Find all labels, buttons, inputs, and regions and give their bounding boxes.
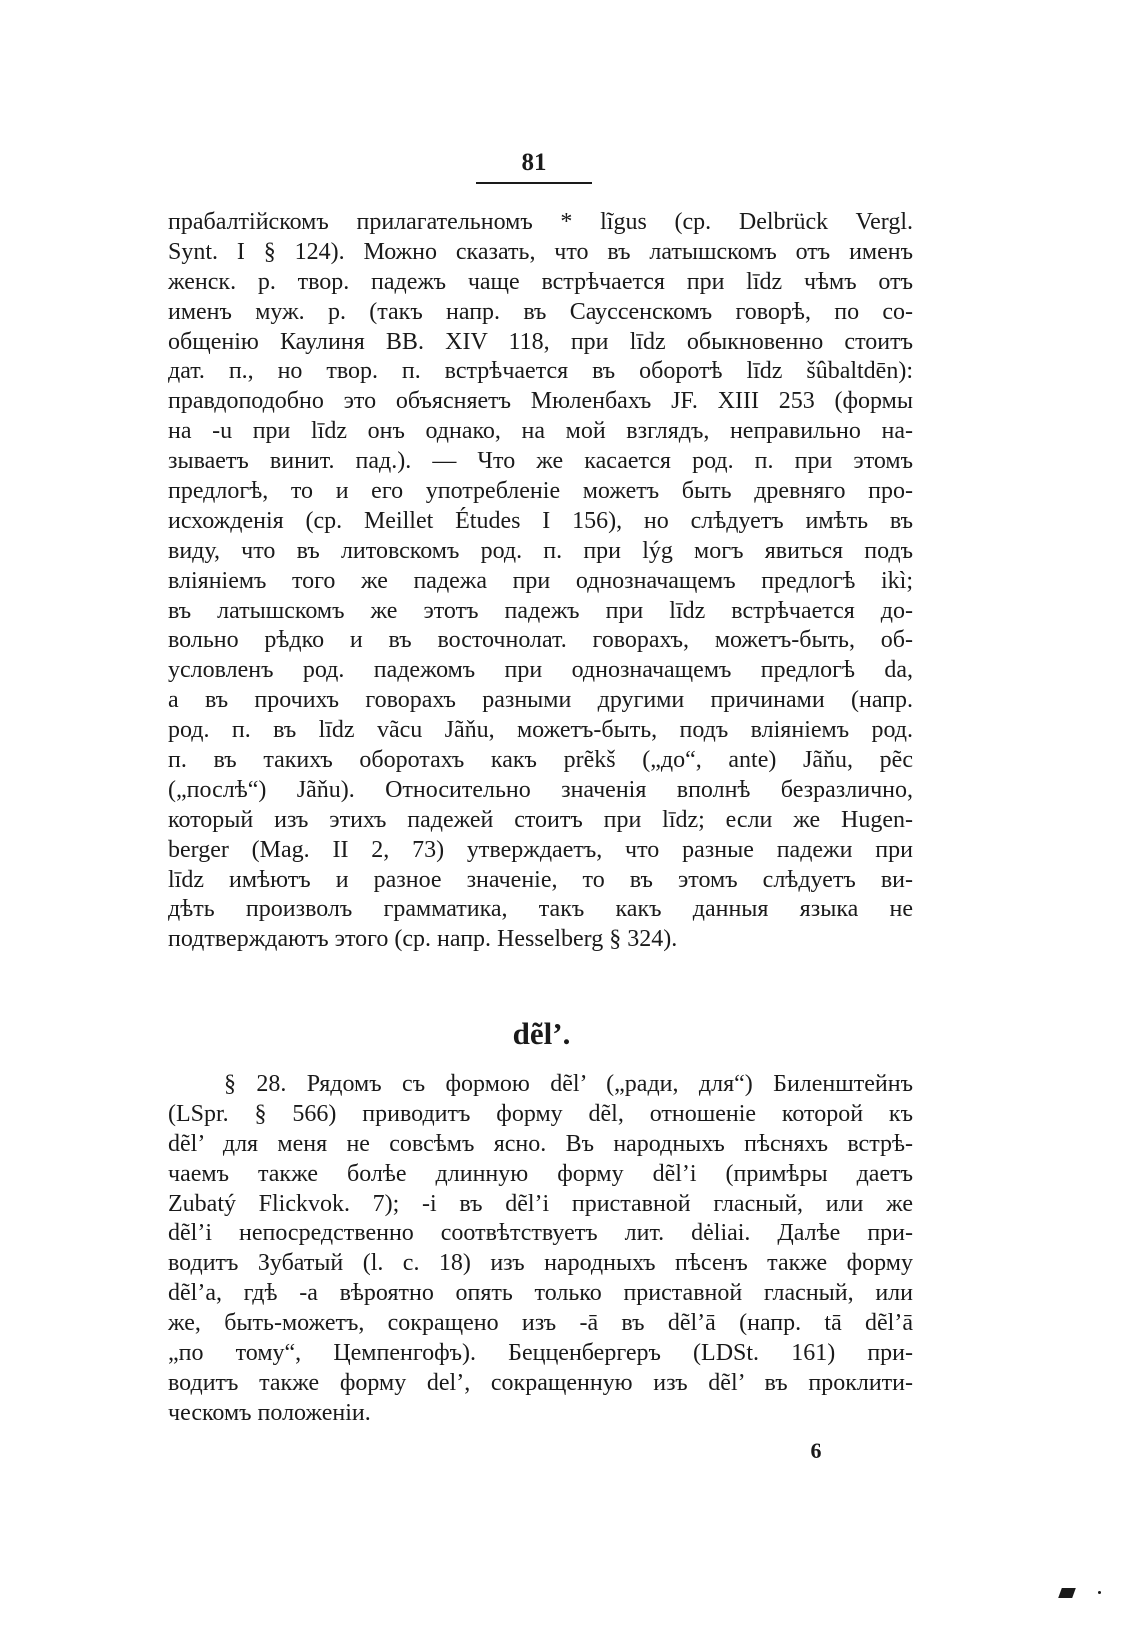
text-line: дат. п., но твор. п. встрѣчается въ оборотѣ līdz šûbaltdēn): (168, 358, 913, 385)
text-line: § 28. Рядомъ съ формою dẽl’ („ради, для“) Биленштейнъ (224, 1071, 913, 1097)
text-line: виду, что въ литовскомъ род. п. при lýg могъ явиться подъ (168, 537, 913, 564)
text-line: чаемъ также болѣе длинную форму dẽl’i (примѣры даетъ (168, 1160, 913, 1187)
text-line: п. въ такихъ оборотахъ какъ prẽkš („до“, ante) Jãňu, pẽc (168, 747, 913, 774)
text-line: зываетъ винит. пад.). — Что же касается род. п. при этомъ (168, 448, 913, 475)
text-line: dẽl’a, гдѣ -a вѣроятно опять только приставной гласный, или (168, 1280, 913, 1307)
text-line: „по тому“, Цемпенгофъ). Бецценбергеръ (LDSt. 161) при- (168, 1340, 913, 1367)
text-line: на -u при līdz онъ однако, на мой взглядъ, неправильно на- (168, 418, 913, 445)
page-number-rule (476, 182, 592, 184)
section-heading: dẽl’. (512, 1016, 571, 1051)
text-line: berger (Mag. II 2, 73) утверждаетъ, что разные падежи при (168, 836, 913, 863)
text-line: водитъ также форму del’, сокращенную изъ dẽl’ въ проклити- (168, 1369, 913, 1396)
text-line: dẽl’ для меня не совсѣмъ ясно. Въ народныхъ пѣсняхъ встрѣ- (168, 1130, 913, 1157)
text-line: правдоподобно это объясняетъ Мюленбахъ JF. XIII 253 (формы (168, 388, 913, 415)
text-line: который изъ этихъ падежей стоитъ при līdz; если же Hugen- (168, 806, 913, 833)
scan-mark (1058, 1588, 1076, 1598)
text-line: род. п. въ līdz vãcu Jãňu, можетъ-быть, подъ вліяніемъ род. (168, 717, 913, 744)
section-paragraph (168, 1070, 913, 1429)
text-line: предлогѣ, то и его употребленіе можетъ быть древняго про- (168, 478, 913, 505)
text-line: līdz имѣютъ и разное значеніе, то въ этомъ слѣдуетъ ви- (168, 866, 913, 893)
text-line: (LSpr. § 566) приводитъ форму dẽl, отношеніе которой къ (168, 1100, 913, 1127)
scan-dot (1098, 1591, 1101, 1594)
text-line: дѣть произволъ грамматика, такъ какъ данныя языка не (168, 896, 913, 923)
text-line: подтверждаютъ этого (ср. напр. Hesselberg § 324). (168, 926, 678, 953)
top-paragraph (168, 208, 913, 955)
text-line: же, быть-можетъ, сокращено изъ -ā въ dẽl’ā (напр. tā dẽl’ā (168, 1310, 913, 1337)
text-line: вліяніемъ того же падежа при однозначащемъ предлогѣ ikì; (168, 567, 913, 594)
text-line: ческомъ положеніи. (168, 1399, 371, 1426)
text-line: прабалтійскомъ прилагательномъ * lĩgus (ср. Delbrück Vergl. (168, 209, 913, 235)
text-line: въ латышскомъ же этотъ падежъ при līdz встрѣчается до- (168, 597, 913, 624)
text-line: общенію Каулиня BB. XIV 118, при līdz обыкновенно стоитъ (168, 328, 913, 355)
text-line: а въ прочихъ говорахъ разными другими причинами (напр. (168, 687, 913, 714)
text-line: Synt. I § 124). Можно сказать, что въ латышскомъ отъ именъ (168, 238, 913, 265)
text-line: („послѣ“) Jãňu). Относительно значенія вполнѣ безразлично, (168, 776, 913, 803)
text-line: вольно рѣдко и въ восточнолат. говорахъ, можетъ-быть, об- (168, 627, 913, 654)
signature-mark: 6 (810, 1438, 822, 1463)
text-line: Zubatý Flickvok. 7); -i въ dẽl’i приставной гласный, или же (168, 1190, 913, 1217)
text-line: именъ муж. р. (такъ напр. въ Саусcенскомъ говорѣ, по со- (168, 298, 913, 325)
text-line: условленъ род. падежомъ при однозначащемъ предлогѣ da, (168, 657, 913, 684)
text-line: исхожденія (ср. Meillet Études I 156), но слѣдуетъ имѣть въ (168, 507, 913, 534)
page-number: 81 (521, 149, 547, 176)
text-line: dẽl’i непосредственно соотвѣтствуетъ лит. dėliai. Далѣе при- (168, 1220, 913, 1247)
text-line: женск. р. твор. падежъ чаще встрѣчается при līdz чѣмъ отъ (168, 268, 913, 295)
text-line: водитъ Зубатый (l. c. 18) изъ народныхъ пѣсенъ также форму (168, 1250, 913, 1277)
